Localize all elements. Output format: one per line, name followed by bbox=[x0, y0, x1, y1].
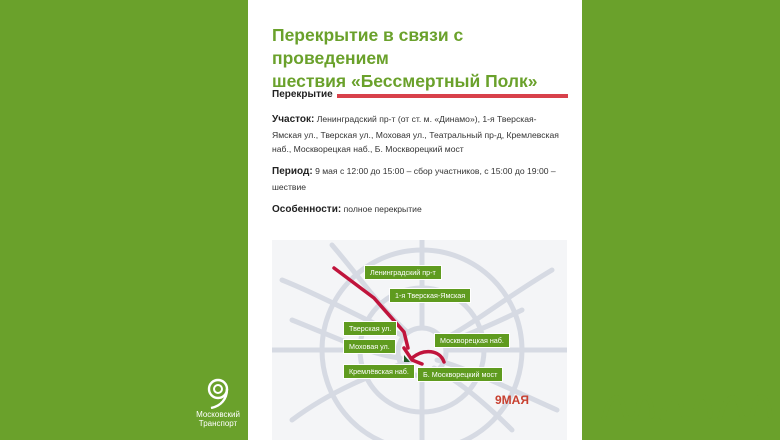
period-paragraph bbox=[272, 164, 564, 194]
period-label: Период: bbox=[272, 166, 313, 177]
map-label-tverskaya-yamskaya: 1-я Тверская-Ямская bbox=[389, 288, 471, 303]
brand-name-line-1: Московский bbox=[196, 410, 240, 419]
area-value: Ленинградский пр-т (от ст. м. «Динамо»), 1-я Тверская-Ямская ул., Тверская ул., Моховая ул., Театральный пр-д, Кремлевская наб., Москворецкая наб., Б. Москворецкий мост bbox=[272, 114, 559, 154]
map-label-b-moskvoretsky: Б. Москворецкий мост bbox=[417, 367, 503, 382]
title-line-2: шествия «Бессмертный Полк» bbox=[272, 71, 538, 91]
brand-name bbox=[194, 410, 242, 428]
area-paragraph bbox=[272, 112, 564, 157]
may-9-badge: 9МАЯ bbox=[495, 393, 529, 407]
title-line-1: Перекрытие в связи с проведением bbox=[272, 25, 464, 68]
features-label: Особенности: bbox=[272, 204, 342, 215]
slide-title bbox=[272, 24, 572, 93]
section-divider bbox=[337, 94, 568, 98]
section-header bbox=[272, 89, 568, 103]
map-label-tverskaya: Тверская ул. bbox=[343, 321, 397, 336]
route-map bbox=[272, 240, 567, 440]
moscow-transport-logo-icon bbox=[203, 377, 233, 409]
features-paragraph bbox=[272, 202, 564, 218]
map-label-moskvoretskaya: Москворецкая наб. bbox=[434, 333, 510, 348]
map-label-mokhovaya: Моховая ул. bbox=[343, 339, 396, 354]
moscow-transport-logo bbox=[194, 377, 242, 435]
left-green-panel bbox=[0, 0, 248, 440]
wave-pattern-icon bbox=[600, 388, 778, 428]
map-label-kremlevskaya: Кремлёвская наб. bbox=[343, 364, 415, 379]
right-green-panel bbox=[582, 0, 780, 440]
period-value: 9 мая с 12:00 до 15:00 – сбор участников, с 15:00 до 19:00 – шествие bbox=[272, 166, 556, 192]
brand-name-line-2: Транспорт bbox=[198, 419, 238, 428]
features-value: полное перекрытие bbox=[343, 204, 422, 214]
area-label: Участок: bbox=[272, 114, 315, 125]
map-label-leningradsky: Ленинградский пр-т bbox=[364, 265, 442, 280]
section-label: Перекрытие bbox=[272, 89, 333, 100]
